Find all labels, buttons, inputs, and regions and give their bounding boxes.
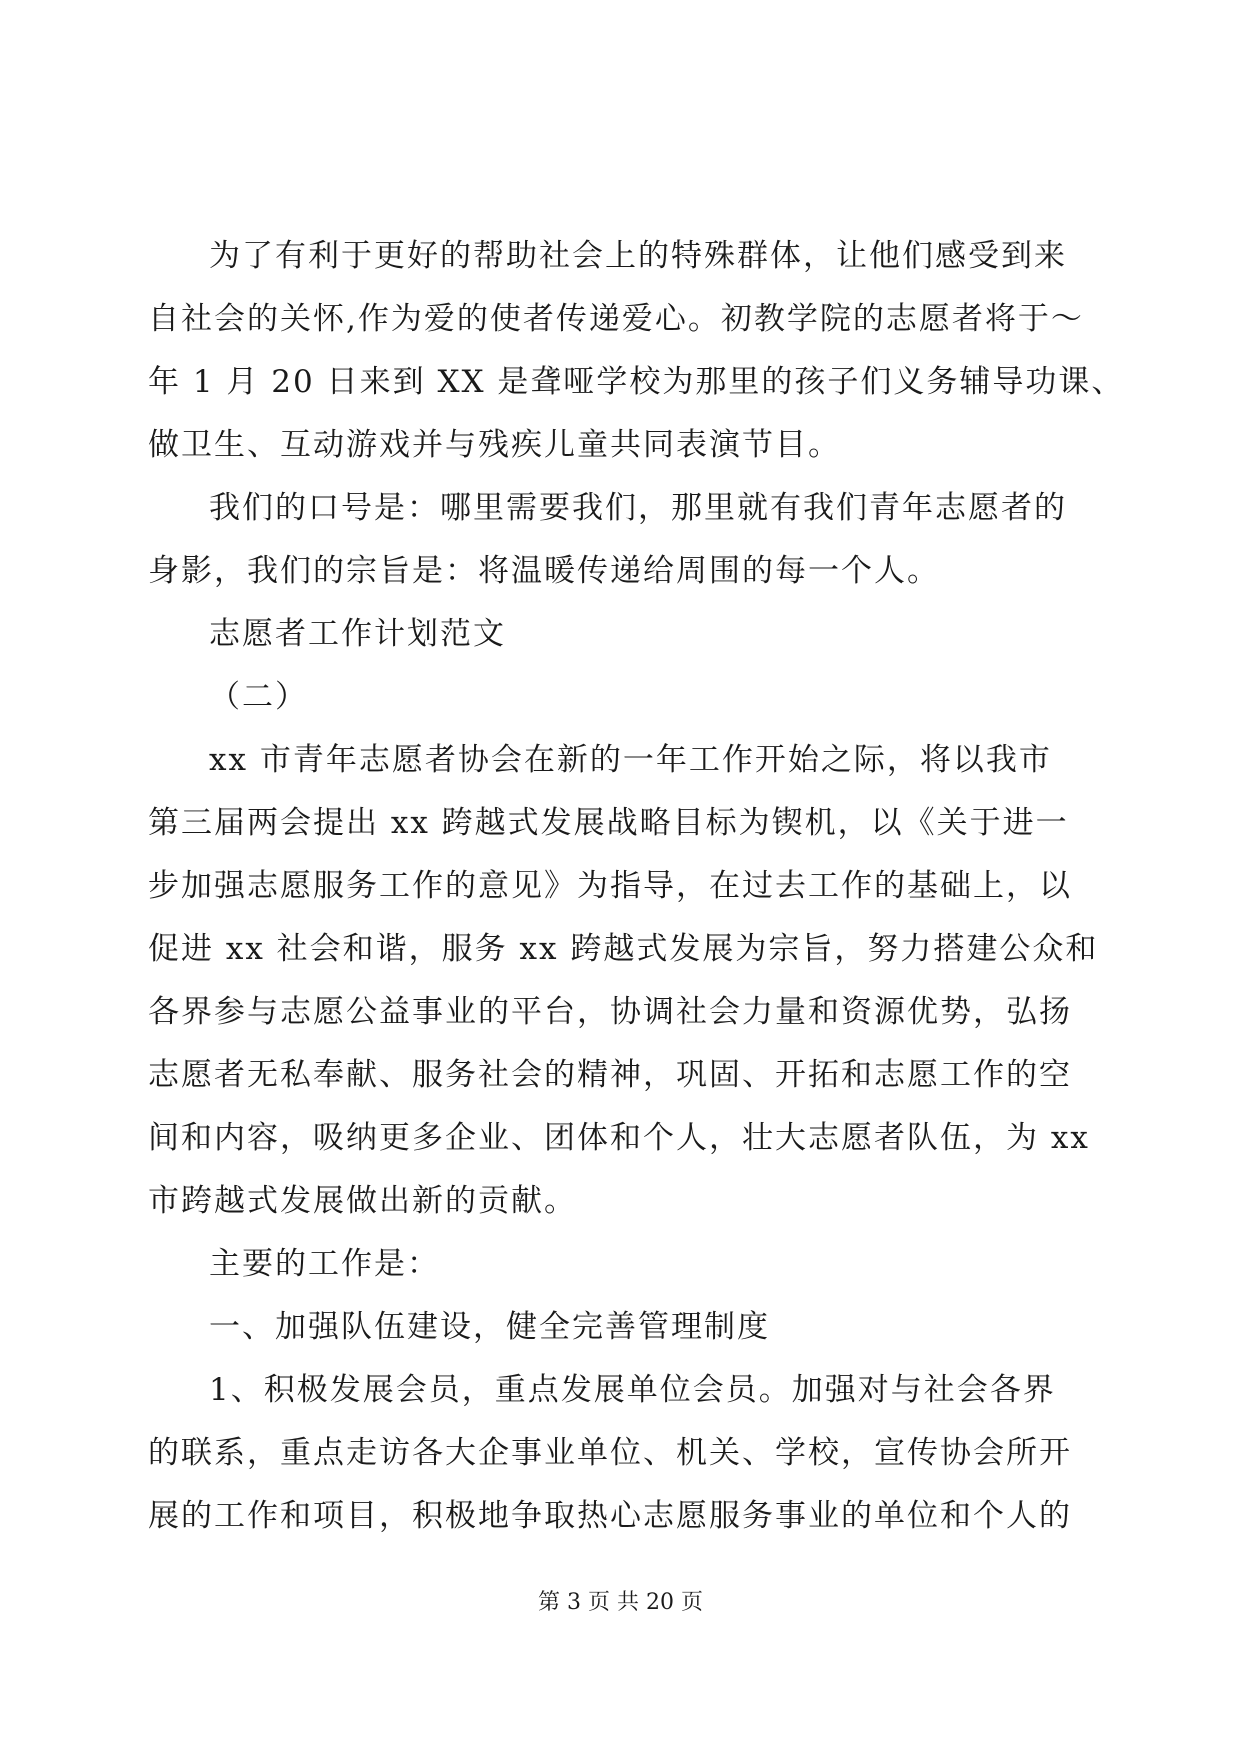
section-title: 志愿者工作计划范文 bbox=[209, 616, 506, 652]
body-line-4: 做卫生、互动游戏并与残疾儿童共同表演节目。 bbox=[148, 427, 841, 463]
body-line-5: 我们的口号是：哪里需要我们，那里就有我们青年志愿者的 bbox=[209, 490, 1067, 526]
body-line-19: 1、积极发展会员，重点发展单位会员。加强对与社会各界 bbox=[209, 1372, 1056, 1408]
page-footer bbox=[0, 1585, 1241, 1616]
body-line-17: 主要的工作是： bbox=[209, 1246, 440, 1282]
heading-item-1: 一、加强队伍建设，健全完善管理制度 bbox=[209, 1309, 770, 1345]
body-line-15: 间和内容，吸纳更多企业、团体和个人，壮大志愿者队伍，为 xx bbox=[148, 1120, 1090, 1156]
document-body bbox=[148, 225, 1125, 1548]
body-line-12: 促进 xx 社会和谐，服务 xx 跨越式发展为宗旨，努力搭建公众和 bbox=[148, 931, 1099, 967]
body-line-9: xx 市青年志愿者协会在新的一年工作开始之际，将以我市 bbox=[209, 742, 1052, 778]
section-subtitle: （二） bbox=[209, 679, 308, 715]
body-line-10: 第三届两会提出 xx 跨越式发展战略目标为锲机，以《关于进一 bbox=[148, 805, 1069, 841]
body-line-11: 步加强志愿服务工作的意见》为指导，在过去工作的基础上，以 bbox=[148, 868, 1072, 904]
body-line-3: 年 1 月 20 日来到 XX 是聋哑学校为那里的孩子们义务辅导功课、 bbox=[148, 364, 1125, 400]
body-line-21: 展的工作和项目，积极地争取热心志愿服务事业的单位和个人的 bbox=[148, 1498, 1072, 1534]
body-line-14: 志愿者无私奉献、服务社会的精神，巩固、开拓和志愿工作的空 bbox=[148, 1057, 1072, 1093]
body-line-20: 的联系，重点走访各大企事业单位、机关、学校，宣传协会所开 bbox=[148, 1435, 1072, 1471]
body-line-16: 市跨越式发展做出新的贡献。 bbox=[148, 1183, 577, 1219]
page-number-label: 第 3 页 共 20 页 bbox=[538, 1590, 703, 1615]
body-line-2: 自社会的关怀,作为爱的使者传递爱心。初教学院的志愿者将于～ bbox=[148, 301, 1084, 337]
body-line-13: 各界参与志愿公益事业的平台，协调社会力量和资源优势，弘扬 bbox=[148, 994, 1072, 1030]
body-line-1: 为了有利于更好的帮助社会上的特殊群体，让他们感受到来 bbox=[209, 238, 1067, 274]
body-line-6: 身影，我们的宗旨是：将温暖传递给周围的每一个人。 bbox=[148, 553, 940, 589]
